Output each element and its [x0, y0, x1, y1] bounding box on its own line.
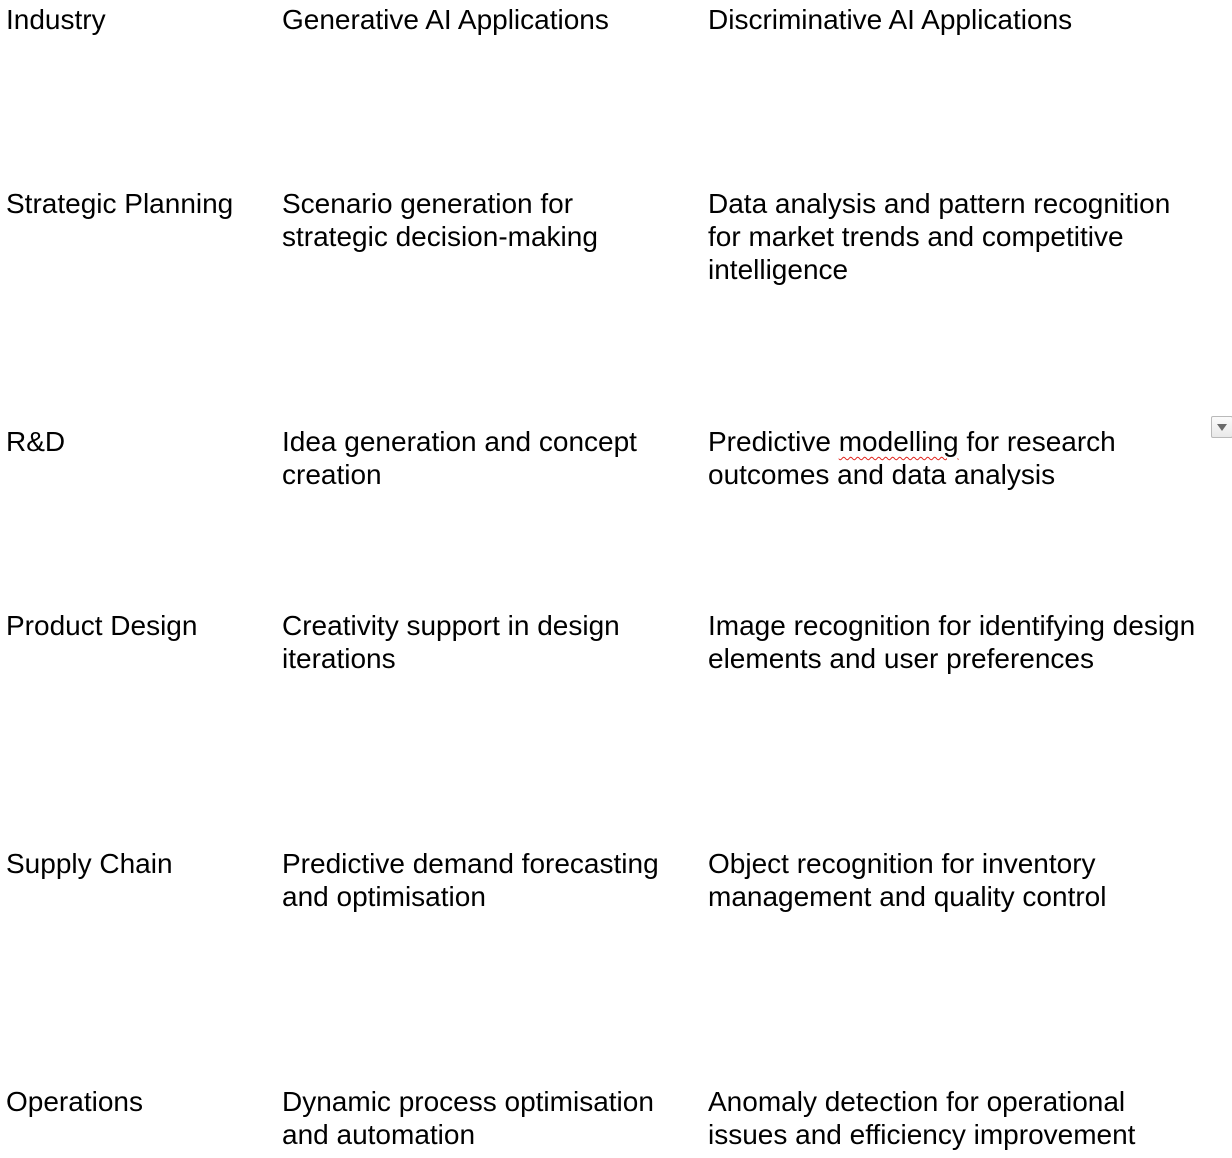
cell-dropdown-button[interactable]	[1211, 416, 1232, 438]
cell-line: issues and efficiency improvement	[708, 1119, 1136, 1150]
generative-cell	[282, 847, 659, 913]
header-industry: Industry	[6, 4, 106, 35]
generative-cell	[282, 425, 637, 491]
text-run: Predictive	[708, 426, 839, 457]
cell-line: outcomes and data analysis	[708, 459, 1056, 490]
header-discriminative: Discriminative AI Applications	[708, 4, 1073, 35]
cell-line: elements and user preferences	[708, 643, 1094, 674]
cell-line: Image recognition for identifying design	[708, 610, 1196, 641]
cell-line: Anomaly detection for operational	[708, 1086, 1126, 1117]
generative-cell	[282, 187, 598, 253]
cell-line: and automation	[282, 1119, 476, 1150]
discriminative-cell	[708, 847, 1106, 913]
cell-line: and optimisation	[282, 881, 486, 912]
industry-cell: Operations	[6, 1086, 143, 1117]
cell-line: creation	[282, 459, 382, 490]
industry-cell: R&D	[6, 426, 66, 457]
cell-line: Dynamic process optimisation	[282, 1086, 654, 1117]
cell-line: Data analysis and pattern recognition	[708, 188, 1171, 219]
cell-line: Predictive demand forecasting	[282, 848, 659, 879]
cell-line: for market trends and competitive	[708, 221, 1124, 252]
cell-line: iterations	[282, 643, 396, 674]
discriminative-cell	[708, 187, 1170, 286]
discriminative-cell	[708, 1085, 1135, 1151]
industry-cell: Supply Chain	[6, 848, 173, 879]
cell-line: intelligence	[708, 254, 849, 285]
discriminative-cell	[708, 609, 1195, 675]
industry-cell: Strategic Planning	[6, 188, 234, 219]
header-generative: Generative AI Applications	[282, 4, 609, 35]
spellcheck-flagged-word[interactable]: modelling	[838, 426, 959, 457]
generative-cell	[282, 1085, 654, 1151]
discriminative-cell	[708, 425, 1116, 491]
text-run: for research	[958, 426, 1116, 457]
chevron-down-icon	[1217, 424, 1227, 431]
cell-line: Idea generation and concept	[282, 426, 637, 457]
generative-cell	[282, 609, 620, 675]
cell-line: management and quality control	[708, 881, 1107, 912]
cell-line: Object recognition for inventory	[708, 848, 1096, 879]
industry-cell: Product Design	[6, 610, 198, 641]
cell-line: strategic decision-making	[282, 221, 598, 252]
cell-line: Creativity support in design	[282, 610, 620, 641]
cell-line	[708, 425, 1116, 458]
cell-line: Scenario generation for	[282, 188, 574, 219]
